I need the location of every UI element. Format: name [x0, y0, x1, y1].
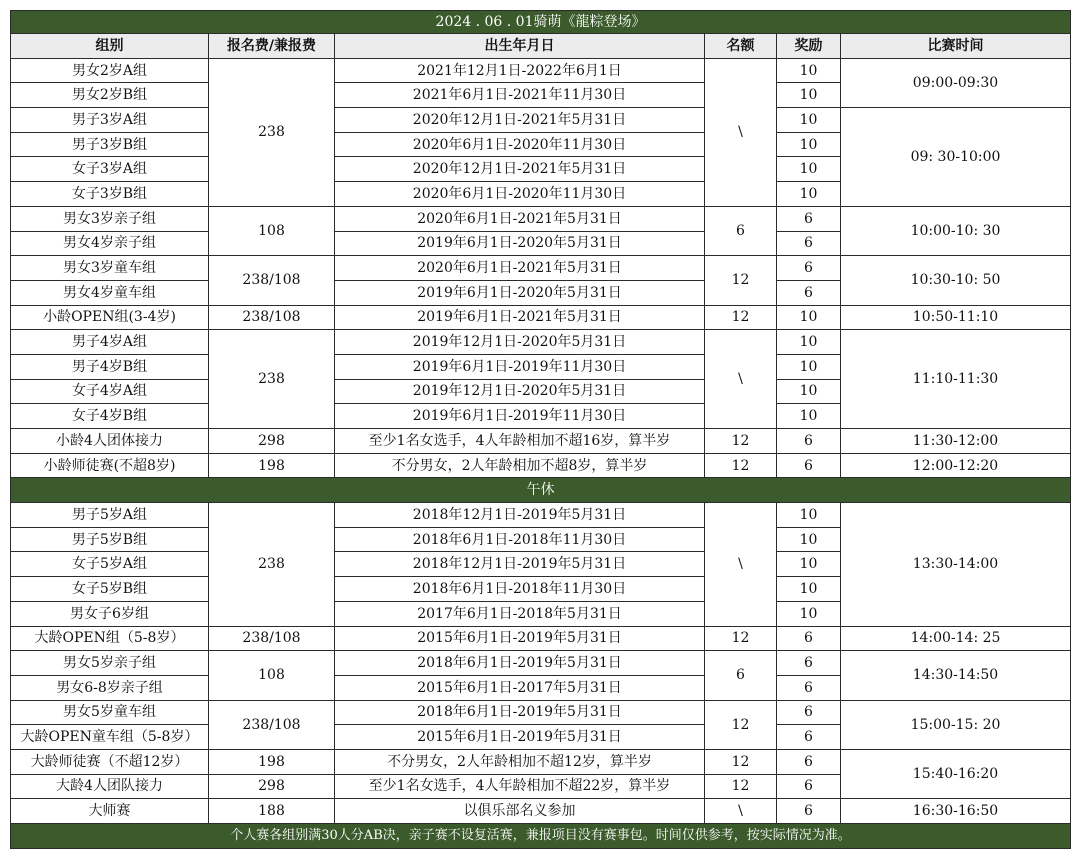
award-cell: 6: [777, 453, 841, 478]
quota-cell: \: [705, 799, 777, 824]
award-cell: 6: [777, 429, 841, 454]
birth-cell: 2019年6月1日-2021年5月31日: [335, 305, 705, 330]
award-cell: 10: [777, 132, 841, 157]
award-cell: 10: [777, 182, 841, 207]
header-row: [11, 34, 1071, 59]
group-cell: 女子4岁B组: [11, 404, 209, 429]
award-cell: 6: [777, 774, 841, 799]
birth-cell: 2018年12月1日-2019年5月31日: [335, 552, 705, 577]
award-cell: 6: [777, 700, 841, 725]
table-row: [11, 651, 1071, 676]
award-cell: 6: [777, 749, 841, 774]
award-cell: 10: [777, 108, 841, 133]
award-cell: 6: [777, 626, 841, 651]
fee-cell: 238/108: [209, 305, 335, 330]
header-fee: 报名费/兼报费: [209, 34, 335, 59]
group-cell: 小龄4人团体接力: [11, 429, 209, 454]
quota-cell: 12: [705, 256, 777, 305]
header-quota: 名额: [705, 34, 777, 59]
award-cell: 10: [777, 58, 841, 83]
group-cell: 男女3岁童车组: [11, 256, 209, 281]
award-cell: 10: [777, 552, 841, 577]
lunch-row: [11, 478, 1071, 503]
header-group: 组别: [11, 34, 209, 59]
group-cell: 小龄师徒赛(不超8岁): [11, 453, 209, 478]
group-cell: 男女6-8岁亲子组: [11, 675, 209, 700]
quota-cell: 12: [705, 700, 777, 749]
time-cell: 15:40-16:20: [841, 749, 1071, 798]
quota-cell: 12: [705, 749, 777, 774]
group-cell: 男女4岁童车组: [11, 280, 209, 305]
group-cell: 男子4岁A组: [11, 330, 209, 355]
fee-cell: 238: [209, 503, 335, 626]
fee-cell: 238/108: [209, 626, 335, 651]
group-cell: 女子4岁A组: [11, 379, 209, 404]
group-cell: 男子5岁A组: [11, 503, 209, 528]
page-title: 2024 . 06 . 01骑萌《龍粽登场》: [11, 11, 1071, 34]
quota-cell: 12: [705, 305, 777, 330]
group-cell: 大龄师徒赛（不超12岁）: [11, 749, 209, 774]
award-cell: 10: [777, 157, 841, 182]
note-row: [11, 824, 1071, 849]
fee-cell: 188: [209, 799, 335, 824]
award-cell: 10: [777, 577, 841, 602]
time-cell: 09: 30-10:00: [841, 108, 1071, 207]
birth-cell: 2020年6月1日-2021年5月31日: [335, 256, 705, 281]
group-cell: 男子4岁B组: [11, 354, 209, 379]
group-cell: 男女3岁亲子组: [11, 206, 209, 231]
birth-cell: 2020年6月1日-2020年11月30日: [335, 132, 705, 157]
birth-cell: 2019年12月1日-2020年5月31日: [335, 379, 705, 404]
birth-cell: 2018年6月1日-2019年5月31日: [335, 700, 705, 725]
time-cell: 11:10-11:30: [841, 330, 1071, 429]
award-cell: 6: [777, 725, 841, 750]
time-cell: 12:00-12:20: [841, 453, 1071, 478]
birth-cell: 2020年6月1日-2021年5月31日: [335, 206, 705, 231]
group-cell: 男女2岁A组: [11, 58, 209, 83]
group-cell: 男子3岁B组: [11, 132, 209, 157]
birth-cell: 2019年6月1日-2020年5月31日: [335, 280, 705, 305]
award-cell: 10: [777, 354, 841, 379]
fee-cell: 298: [209, 429, 335, 454]
group-cell: 女子3岁B组: [11, 182, 209, 207]
birth-cell: 2019年12月1日-2020年5月31日: [335, 330, 705, 355]
group-cell: 大龄4人团队接力: [11, 774, 209, 799]
birth-cell: 2019年6月1日-2019年11月30日: [335, 404, 705, 429]
birth-cell: 以俱乐部名义参加: [335, 799, 705, 824]
quota-cell: \: [705, 58, 777, 206]
table-row: [11, 749, 1071, 774]
award-cell: 6: [777, 651, 841, 676]
time-cell: 14:00-14: 25: [841, 626, 1071, 651]
group-cell: 男子3岁A组: [11, 108, 209, 133]
table-row: [11, 626, 1071, 651]
birth-cell: 2015年6月1日-2019年5月31日: [335, 725, 705, 750]
time-cell: 11:30-12:00: [841, 429, 1071, 454]
group-cell: 男女5岁亲子组: [11, 651, 209, 676]
table-row: [11, 330, 1071, 355]
quota-cell: 12: [705, 774, 777, 799]
award-cell: 6: [777, 799, 841, 824]
birth-cell: 2015年6月1日-2019年5月31日: [335, 626, 705, 651]
fee-cell: 238: [209, 58, 335, 206]
birth-cell: 2021年12月1日-2022年6月1日: [335, 58, 705, 83]
award-cell: 10: [777, 503, 841, 528]
header-birth: 出生年月日: [335, 34, 705, 59]
birth-cell: 2018年6月1日-2019年5月31日: [335, 651, 705, 676]
award-cell: 10: [777, 83, 841, 108]
time-cell: 14:30-14:50: [841, 651, 1071, 700]
group-cell: 大龄OPEN组（5-8岁）: [11, 626, 209, 651]
quota-cell: 6: [705, 206, 777, 255]
table-row: [11, 799, 1071, 824]
birth-cell: 2017年6月1日-2018年5月31日: [335, 601, 705, 626]
quota-cell: \: [705, 503, 777, 626]
table-row: [11, 58, 1071, 83]
award-cell: 6: [777, 206, 841, 231]
quota-cell: 12: [705, 626, 777, 651]
award-cell: 10: [777, 330, 841, 355]
table-row: [11, 206, 1071, 231]
quota-cell: \: [705, 330, 777, 429]
time-cell: 15:00-15: 20: [841, 700, 1071, 749]
group-cell: 大龄OPEN童车组（5-8岁）: [11, 725, 209, 750]
table-row: [11, 429, 1071, 454]
time-cell: 10:30-10: 50: [841, 256, 1071, 305]
quota-cell: 12: [705, 453, 777, 478]
fee-cell: 198: [209, 749, 335, 774]
lunch-break: 午休: [11, 478, 1071, 503]
award-cell: 6: [777, 256, 841, 281]
group-cell: 大师赛: [11, 799, 209, 824]
group-cell: 女子5岁A组: [11, 552, 209, 577]
group-cell: 女子3岁A组: [11, 157, 209, 182]
award-cell: 10: [777, 601, 841, 626]
group-cell: 女子5岁B组: [11, 577, 209, 602]
header-time: 比赛时间: [841, 34, 1071, 59]
birth-cell: 2015年6月1日-2017年5月31日: [335, 675, 705, 700]
group-cell: 男女子6岁组: [11, 601, 209, 626]
time-cell: 16:30-16:50: [841, 799, 1071, 824]
time-cell: 09:00-09:30: [841, 58, 1071, 107]
quota-cell: 6: [705, 651, 777, 700]
fee-cell: 298: [209, 774, 335, 799]
fee-cell: 108: [209, 206, 335, 255]
table-row: [11, 305, 1071, 330]
table-row: [11, 503, 1071, 528]
group-cell: 小龄OPEN组(3-4岁): [11, 305, 209, 330]
fee-cell: 198: [209, 453, 335, 478]
birth-cell: 2019年6月1日-2020年5月31日: [335, 231, 705, 256]
table-row: [11, 453, 1071, 478]
award-cell: 10: [777, 527, 841, 552]
schedule-sheet: [10, 10, 1070, 849]
header-award: 奖励: [777, 34, 841, 59]
group-cell: 男女4岁亲子组: [11, 231, 209, 256]
birth-cell: 2018年12月1日-2019年5月31日: [335, 503, 705, 528]
birth-cell: 2020年6月1日-2020年11月30日: [335, 182, 705, 207]
birth-cell: 2020年12月1日-2021年5月31日: [335, 108, 705, 133]
birth-cell: 2018年6月1日-2018年11月30日: [335, 577, 705, 602]
time-cell: 13:30-14:00: [841, 503, 1071, 626]
schedule-table: [10, 10, 1071, 849]
birth-cell: 2019年6月1日-2019年11月30日: [335, 354, 705, 379]
time-cell: 10:00-10: 30: [841, 206, 1071, 255]
table-row: [11, 256, 1071, 281]
group-cell: 男女5岁童车组: [11, 700, 209, 725]
table-row: [11, 700, 1071, 725]
award-cell: 6: [777, 231, 841, 256]
fee-cell: 108: [209, 651, 335, 700]
birth-cell: 不分男女，2人年龄相加不超8岁，算半岁: [335, 453, 705, 478]
fee-cell: 238/108: [209, 700, 335, 749]
group-cell: 男女2岁B组: [11, 83, 209, 108]
birth-cell: 不分男女，2人年龄相加不超12岁，算半岁: [335, 749, 705, 774]
award-cell: 10: [777, 404, 841, 429]
award-cell: 10: [777, 305, 841, 330]
quota-cell: 12: [705, 429, 777, 454]
fee-cell: 238/108: [209, 256, 335, 305]
footnote: 个人赛各组别满30人分AB决，亲子赛不设复活赛，兼报项目没有赛事包。时间仅供参考，按实际情况为准。: [11, 824, 1071, 849]
table-row: [11, 108, 1071, 133]
time-cell: 10:50-11:10: [841, 305, 1071, 330]
birth-cell: 至少1名女选手，4人年龄相加不超22岁，算半岁: [335, 774, 705, 799]
birth-cell: 2021年6月1日-2021年11月30日: [335, 83, 705, 108]
award-cell: 10: [777, 379, 841, 404]
birth-cell: 2020年12月1日-2021年5月31日: [335, 157, 705, 182]
fee-cell: 238: [209, 330, 335, 429]
award-cell: 6: [777, 675, 841, 700]
award-cell: 6: [777, 280, 841, 305]
group-cell: 男子5岁B组: [11, 527, 209, 552]
birth-cell: 2018年6月1日-2018年11月30日: [335, 527, 705, 552]
birth-cell: 至少1名女选手，4人年龄相加不超16岁，算半岁: [335, 429, 705, 454]
